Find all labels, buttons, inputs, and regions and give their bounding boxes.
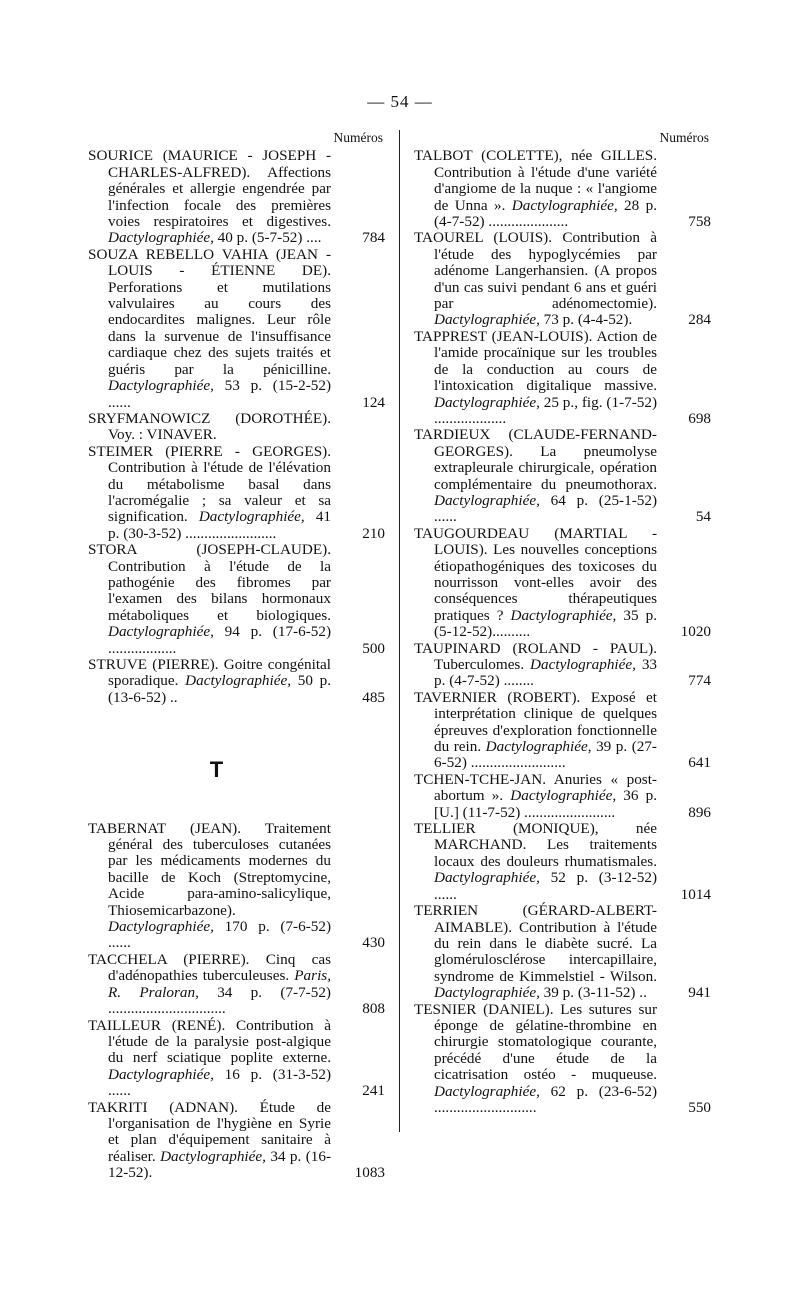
entries-list <box>414 148 711 1116</box>
entry-author-name: TAUPINARD <box>414 639 501 657</box>
entry-author-name: TAPPREST <box>414 327 487 345</box>
index-entry <box>414 690 711 772</box>
index-entry <box>88 1018 385 1100</box>
entry-author-given: (JEAN). <box>189 819 242 837</box>
entry-author-name: TERRIEN <box>414 902 479 920</box>
entry-detail: 53 p. (15-2-52) ...... <box>108 377 331 411</box>
entry-journal: Dactylographiée, <box>198 508 305 526</box>
entry-number: 1083 <box>354 1164 385 1182</box>
index-entry <box>414 148 711 230</box>
entry-journal: Dactylographiée, <box>434 1082 540 1100</box>
column-header-numeros: Numéros <box>333 130 383 145</box>
entry-detail: 50 p. (13-6-52) .. <box>108 672 331 706</box>
entry-author-given: (JEAN-LOUIS). <box>491 327 593 345</box>
entry-title: Exposé et interprétation clinique de quelques épreuves d'exploration fonctionnelle du rein. <box>434 688 658 756</box>
entry-detail: 41 p. (30-3-52) ........................ <box>108 508 332 542</box>
index-entry <box>414 772 711 821</box>
entry-body <box>88 247 331 411</box>
index-entry <box>88 148 385 246</box>
entry-number: 430 <box>362 934 385 952</box>
entry-author-name: TACCHELA <box>88 950 167 968</box>
entry-number: 896 <box>688 803 711 821</box>
entry-number: 54 <box>695 508 711 526</box>
entry-body <box>414 230 657 328</box>
entry-title: Contribution à l'étude de la paralysie post-algique du nerf sciatique poplite externe. <box>108 1016 332 1067</box>
index-entry <box>88 952 385 1018</box>
entry-journal: Paris, R. Praloran, <box>108 967 331 1001</box>
entry-detail: 39 p. (27-6-52) ......................... <box>434 738 657 772</box>
entry-author-given: (GÉRARD-ALBERT-AIMABLE). <box>434 902 657 936</box>
entry-number: 284 <box>688 311 711 329</box>
entries-list-top <box>88 148 385 706</box>
entry-journal: Dactylographiée, <box>485 738 592 756</box>
entry-body <box>414 821 657 903</box>
entry-author-name: TABERNAT <box>88 819 166 837</box>
entry-journal: Dactylographiée, <box>511 196 618 214</box>
entry-author-given: (PIERRE). <box>183 950 250 968</box>
entry-journal: Dactylographiée, <box>108 918 214 936</box>
entry-body <box>88 148 331 246</box>
entry-body <box>88 542 331 657</box>
entry-author-name: SOURICE <box>88 147 153 165</box>
entry-title: Contribution à l'étude des hypoglycémies par adénome Langerhansien. (A propos d'un cas suivi pendant 6 ans et guéri par adénomectomie). <box>434 229 657 313</box>
entry-author-name: STRUVE <box>88 656 148 673</box>
entry-body <box>88 444 331 542</box>
entry-number: 784 <box>362 229 385 247</box>
entry-title: Étude de l'organisation de l'hygiène en Syrie et plan d'équipement sanitaire à réaliser. <box>108 1098 332 1165</box>
entry-author-name: TELLIER <box>414 820 476 838</box>
entry-journal: Dactylographiée, <box>108 623 214 641</box>
entry-title: Cinq cas d'adénopathies tuberculeuses. <box>108 950 332 985</box>
index-entry <box>414 329 711 427</box>
entry-number: 808 <box>362 1000 385 1018</box>
entry-title: Contribution à l'étude de l'élévation du métabolisme basal dans l'acromégalie ; sa valeur et sa signification. <box>108 459 331 526</box>
entry-detail: 64 p. (25-1-52) ...... <box>434 491 657 526</box>
entry-detail: 28 p. (4-7-52) ..................... <box>434 196 658 231</box>
entry-author-name: TAOUREL <box>414 229 484 247</box>
entry-number: 550 <box>688 1098 711 1116</box>
index-entry <box>414 427 711 525</box>
entry-number: 641 <box>688 754 711 772</box>
entry-number: 124 <box>362 393 385 411</box>
index-entry <box>414 1002 711 1117</box>
entry-detail: 62 p. (23-6-52) ........................... <box>434 1082 657 1116</box>
entry-journal: Dactylographiée, <box>434 984 540 1002</box>
entry-body <box>414 690 657 772</box>
entry-body <box>88 1018 331 1100</box>
entry-detail: 25 p., fig. (1-7-52) ................... <box>434 393 657 427</box>
entry-author-name: SRYFMANOWICZ <box>88 409 211 427</box>
entry-number: 500 <box>362 639 385 657</box>
entry-author-given: (ADNAN). <box>169 1098 238 1116</box>
entry-title: Contribution à l'étude de la pathogénie des fibromes par l'examen des bilans hormonaux métaboliques et biologiques. <box>108 557 331 624</box>
entry-detail: 170 p. (7-6-52) ...... <box>108 918 331 952</box>
entry-journal: Dactylographiée, <box>185 672 292 690</box>
column-divider <box>399 130 400 1132</box>
entry-author-given: (PIERRE - GEORGES). <box>165 442 331 460</box>
entry-title: Goitre congénital sporadique. <box>108 656 332 690</box>
entry-author-given: (COLETTE), <box>481 147 563 165</box>
entry-body <box>414 772 657 821</box>
entry-body <box>414 1002 657 1117</box>
entry-journal: Dactylographiée, <box>108 377 214 395</box>
entry-author-name: TAVERNIER <box>414 688 497 706</box>
entry-body <box>88 952 331 1018</box>
entry-body <box>414 427 657 525</box>
entry-author-name: SOUZA REBELLO VAHIA <box>88 245 268 263</box>
entry-title: Perforations et mutilations valvulaires au cours des endocardites malignes. Leur rôle dans la survenue de l'insuffisance cardiaque chez des sujets traités et guéris par la pénicilline. <box>108 278 331 378</box>
entry-title: Voy. : VINAVER. <box>108 426 217 444</box>
entry-number: 1014 <box>680 885 711 903</box>
entry-detail: 40 p. (5-7-52) .... <box>217 229 322 247</box>
entry-number: 698 <box>688 409 711 427</box>
column-header-numeros: Numéros <box>659 130 709 145</box>
entry-journal: Dactylographiée, <box>434 393 540 411</box>
entry-number: 241 <box>362 1082 385 1100</box>
entry-journal: Dactylographiée, <box>530 656 636 673</box>
entry-journal: Dactylographiée, <box>510 787 617 805</box>
entry-detail: 73 p. (4-4-52). <box>543 311 633 329</box>
entry-journal: Dactylographiée, <box>108 1065 214 1083</box>
entry-title: Traitement général des tuberculoses cutanées par les médicaments modernes du bacille de Koch (Streptomycine, Acide para-amino-salicylique, Thiosemicarbazone). <box>108 819 331 919</box>
entry-author-name: TCHEN-TCHE-JAN. <box>414 770 547 788</box>
entry-author-given: (RENÉ). <box>171 1016 226 1034</box>
entry-detail: 34 p. (7-7-52) ............................... <box>108 983 331 1018</box>
left-column <box>88 130 385 1182</box>
entry-author-given: (MAURICE - JOSEPH - CHARLES-ALFRED). <box>108 147 331 181</box>
entry-journal: Dactylographiée, <box>160 1147 266 1165</box>
entry-detail: 94 p. (17-6-52) .................. <box>108 623 331 657</box>
entry-author-name: TAUGOURDEAU <box>414 524 530 542</box>
entry-author-given: (MARTIAL - LOUIS). <box>434 524 657 559</box>
entry-detail: 35 p. (5-12-52).......... <box>434 606 657 641</box>
entry-body <box>414 148 657 230</box>
entry-detail: 34 p. (16-12-52). <box>108 1147 332 1182</box>
index-entry <box>88 411 385 444</box>
index-entry <box>88 1100 385 1182</box>
entry-journal: Dactylographiée, <box>108 229 214 247</box>
index-entry <box>414 526 711 641</box>
entry-journal: Dactylographiée, <box>434 491 540 509</box>
index-entry <box>88 657 385 706</box>
entry-author-name: TESNIER <box>414 1000 477 1018</box>
right-column <box>414 130 711 1116</box>
entry-author-given: (DANIEL). <box>483 1000 554 1018</box>
entries-list-bottom <box>88 821 385 1182</box>
entry-journal: Dactylographiée, <box>434 869 540 887</box>
entry-author-given: (JOSEPH-CLAUDE). <box>196 541 331 559</box>
entry-author-given: (ROLAND - PAUL). <box>512 639 658 657</box>
section-letter: T <box>209 757 224 783</box>
entry-title: Affections générales et allergie engendrée par l'infection focale des premières voies respiratoires et digestives. <box>108 163 331 231</box>
entry-author-name: TAILLEUR <box>88 1016 162 1034</box>
entry-body <box>88 821 331 952</box>
entry-number: 774 <box>688 672 711 690</box>
entry-author-given: (PIERRE). <box>152 656 219 673</box>
entry-title: Contribution à l'étude du rein dans le diabète sucré. La glomérulosclérose intercapillaire, syndrome de Kimmelstiel - Wilson. <box>434 918 658 985</box>
entry-author-given: (CLAUDE-FERNAND-GEORGES). <box>434 426 657 460</box>
entry-number: 941 <box>688 984 711 1002</box>
entry-journal: Dactylographiée, <box>434 311 540 329</box>
entry-body <box>88 1100 331 1182</box>
entry-title: Action de l'amide procaïnique sur les troubles de la conduction au cours de l'intoxication digitalique massive. <box>434 327 657 395</box>
entry-author-given: (MONIQUE), <box>512 820 599 838</box>
entry-detail: 52 p. (3-12-52) ...... <box>434 869 657 903</box>
entry-number: 210 <box>362 524 385 542</box>
index-entry <box>414 903 711 1001</box>
index-entry <box>414 641 711 690</box>
entry-author-name: TARDIEUX <box>414 426 491 444</box>
entry-body <box>414 641 657 690</box>
index-entry <box>88 247 385 411</box>
entry-title: Tuberculomes. <box>434 656 525 673</box>
entry-body <box>414 526 657 641</box>
entry-number: 1020 <box>680 623 711 641</box>
entry-author-name: TALBOT <box>414 147 473 165</box>
entry-detail: 33 p. (4-7-52) ........ <box>434 656 658 690</box>
entry-detail: 39 p. (3-11-52) .. <box>543 984 647 1002</box>
entry-body <box>414 329 657 427</box>
index-entry <box>88 821 385 952</box>
entry-author-given: (DOROTHÉE). <box>235 409 331 427</box>
entry-author-name: TAKRITI <box>88 1098 148 1116</box>
entry-body <box>88 657 331 706</box>
index-entry <box>414 230 711 328</box>
entry-title: née MARCHAND. Les traitements locaux des douleurs rhumatismales. <box>434 820 657 870</box>
entry-journal: Dactylographiée, <box>510 606 617 624</box>
entry-title: La pneumolyse extrapleurale chirurgicale, opération complémentaire du pneumothorax. <box>434 442 657 493</box>
entry-author-name: STORA <box>88 541 137 559</box>
entry-detail: 36 p. [U.] (11-7-52) ........................ <box>434 787 658 821</box>
index-entry <box>414 821 711 903</box>
entry-number: 758 <box>688 213 711 231</box>
entry-body <box>88 411 331 444</box>
entry-detail: 16 p. (31-3-52) ...... <box>108 1065 331 1100</box>
entry-body <box>414 903 657 1001</box>
entry-author-given: (JEAN - LOUIS - ÉTIENNE DE). <box>108 245 332 280</box>
entry-title: née GILLES. Contribution à l'étude d'une variété d'angiome de la nuque : « l'angiome de Unna ». <box>434 147 657 214</box>
entry-author-name: STEIMER <box>88 442 153 460</box>
entry-title: Les nouvelles conceptions étiopathogéniques des toxicoses du nourrisson vont-elles avoir des conséquences thérapeutiques pratiques ? <box>434 541 657 624</box>
page-number: — 54 — <box>367 92 433 111</box>
entry-number: 485 <box>362 688 385 706</box>
index-entry <box>88 444 385 542</box>
entry-title: Les sutures sur éponge de gélatine-thrombine en chirurgie stomatologique courante, précédé d'une étude de la cicatrisation ostéo - muqueuse. <box>434 1000 658 1084</box>
entry-title: Anuries « post-abortum ». <box>434 770 657 805</box>
entry-author-given: (LOUIS). <box>493 229 553 247</box>
index-entry <box>88 542 385 657</box>
entry-author-given: (ROBERT). <box>507 688 581 706</box>
